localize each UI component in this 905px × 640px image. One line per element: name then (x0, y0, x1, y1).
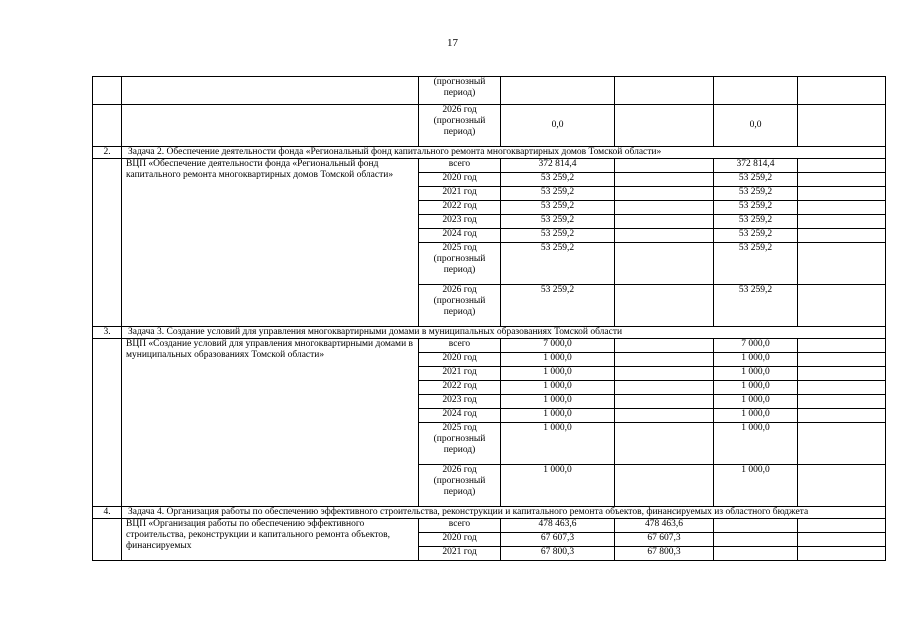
value-cell (615, 215, 714, 229)
num-cell (93, 519, 122, 561)
value-cell (615, 173, 714, 187)
table-row (93, 77, 886, 105)
period-cell: всего (419, 519, 501, 533)
value-cell (798, 201, 886, 215)
task-header-row (93, 147, 886, 159)
total-cell (501, 77, 615, 105)
value-cell (714, 77, 798, 105)
period-cell: 2024 год (419, 229, 501, 243)
value-cell (714, 519, 798, 533)
period-cell: 2020 год (419, 533, 501, 547)
value-cell (615, 423, 714, 465)
program-cell (122, 77, 419, 105)
total-cell: 1 000,0 (501, 465, 615, 507)
value-cell (798, 243, 886, 285)
value-cell (615, 353, 714, 367)
program-name: ВЦП «Организация работы по обеспечению эффективного строительства, реконструкции и капитального ремонта объектов, финансируемых (122, 519, 419, 561)
task-header-row (93, 327, 886, 339)
period-cell: 2023 год (419, 215, 501, 229)
value-cell (615, 381, 714, 395)
value-cell: 0,0 (714, 105, 798, 147)
total-cell: 1 000,0 (501, 409, 615, 423)
value-cell: 1 000,0 (714, 465, 798, 507)
table-row (93, 519, 886, 533)
value-cell: 1 000,0 (714, 367, 798, 381)
table-body (93, 77, 886, 561)
total-cell: 372 814,4 (501, 159, 615, 173)
total-cell: 1 000,0 (501, 423, 615, 465)
value-cell (615, 339, 714, 353)
period-cell: всего (419, 159, 501, 173)
period-cell: 2024 год (419, 409, 501, 423)
value-cell: 7 000,0 (714, 339, 798, 353)
total-cell: 53 259,2 (501, 215, 615, 229)
value-cell (798, 367, 886, 381)
value-cell: 1 000,0 (714, 395, 798, 409)
total-cell: 1 000,0 (501, 367, 615, 381)
value-cell: 53 259,2 (714, 187, 798, 201)
period-cell: 2026 год (прогнозный период) (419, 285, 501, 327)
value-cell (798, 409, 886, 423)
value-cell (798, 215, 886, 229)
value-cell (615, 409, 714, 423)
program-name: ВЦП «Создание условий для управления многоквартирными домами в муниципальных образованиях Томской области» (122, 339, 419, 507)
total-cell: 53 259,2 (501, 201, 615, 215)
value-cell (798, 423, 886, 465)
value-cell (798, 547, 886, 561)
value-cell: 1 000,0 (714, 381, 798, 395)
value-cell (798, 229, 886, 243)
period-cell: 2021 год (419, 367, 501, 381)
period-cell: 2022 год (419, 381, 501, 395)
total-cell: 7 000,0 (501, 339, 615, 353)
period-cell: 2025 год (прогнозный период) (419, 423, 501, 465)
total-cell: 67 800,3 (501, 547, 615, 561)
total-cell: 53 259,2 (501, 243, 615, 285)
value-cell (615, 187, 714, 201)
value-cell: 67 607,3 (615, 533, 714, 547)
period-cell: (прогнозный период) (419, 77, 501, 105)
total-cell: 1 000,0 (501, 353, 615, 367)
num-cell (93, 339, 122, 507)
program-name: ВЦП «Обеспечение деятельности фонда «Региональный фонд капитального ремонта многоквартирных домов Томской области» (122, 159, 419, 327)
task-header-row (93, 507, 886, 519)
value-cell (798, 173, 886, 187)
table-row (93, 159, 886, 173)
value-cell (615, 243, 714, 285)
period-cell: 2021 год (419, 187, 501, 201)
total-cell: 478 463,6 (501, 519, 615, 533)
period-cell: 2023 год (419, 395, 501, 409)
total-cell: 1 000,0 (501, 381, 615, 395)
value-cell: 53 259,2 (714, 285, 798, 327)
value-cell (615, 229, 714, 243)
task-number: 3. (93, 327, 122, 339)
period-cell: 2022 год (419, 201, 501, 215)
value-cell: 53 259,2 (714, 173, 798, 187)
value-cell (798, 285, 886, 327)
value-cell: 1 000,0 (714, 423, 798, 465)
task-title: Задача 3. Создание условий для управления многоквартирными домами в муниципальных образованиях Томской области (122, 327, 886, 339)
total-cell: 53 259,2 (501, 173, 615, 187)
page-number: 17 (447, 37, 458, 49)
value-cell (798, 533, 886, 547)
value-cell: 53 259,2 (714, 243, 798, 285)
value-cell (714, 547, 798, 561)
task-number: 2. (93, 147, 122, 159)
value-cell (798, 187, 886, 201)
value-cell: 67 800,3 (615, 547, 714, 561)
value-cell: 53 259,2 (714, 215, 798, 229)
total-cell: 1 000,0 (501, 395, 615, 409)
value-cell (798, 353, 886, 367)
num-cell (93, 105, 122, 147)
total-cell: 0,0 (501, 105, 615, 147)
table-row (93, 105, 886, 147)
total-cell: 53 259,2 (501, 229, 615, 243)
value-cell: 1 000,0 (714, 409, 798, 423)
value-cell (615, 159, 714, 173)
value-cell (798, 77, 886, 105)
value-cell (798, 381, 886, 395)
value-cell (615, 77, 714, 105)
value-cell: 478 463,6 (615, 519, 714, 533)
total-cell: 67 607,3 (501, 533, 615, 547)
program-cell (122, 105, 419, 147)
value-cell (798, 339, 886, 353)
value-cell: 1 000,0 (714, 353, 798, 367)
value-cell (615, 465, 714, 507)
period-cell: 2020 год (419, 173, 501, 187)
total-cell: 53 259,2 (501, 187, 615, 201)
task-title: Задача 4. Организация работы по обеспечению эффективного строительства, реконструкции и капитального ремонта объектов, финансируемых из областного бюджета (122, 507, 886, 519)
period-cell: 2021 год (419, 547, 501, 561)
value-cell (798, 519, 886, 533)
value-cell (714, 533, 798, 547)
table-row (93, 339, 886, 353)
value-cell (615, 105, 714, 147)
period-cell: 2025 год (прогнозный период) (419, 243, 501, 285)
period-cell: 2020 год (419, 353, 501, 367)
period-cell: 2026 год (прогнозный период) (419, 105, 501, 147)
period-cell: всего (419, 339, 501, 353)
total-cell: 53 259,2 (501, 285, 615, 327)
value-cell (798, 395, 886, 409)
budget-table (92, 76, 886, 561)
value-cell (798, 465, 886, 507)
num-cell (93, 159, 122, 327)
value-cell (615, 285, 714, 327)
task-title: Задача 2. Обеспечение деятельности фонда «Региональный фонд капитального ремонта многоквартирных домов Томской области» (122, 147, 886, 159)
task-number: 4. (93, 507, 122, 519)
value-cell: 53 259,2 (714, 201, 798, 215)
value-cell (615, 201, 714, 215)
value-cell: 53 259,2 (714, 229, 798, 243)
value-cell (798, 159, 886, 173)
value-cell: 372 814,4 (714, 159, 798, 173)
num-cell (93, 77, 122, 105)
period-cell: 2026 год (прогнозный период) (419, 465, 501, 507)
value-cell (615, 367, 714, 381)
value-cell (615, 395, 714, 409)
value-cell (798, 105, 886, 147)
